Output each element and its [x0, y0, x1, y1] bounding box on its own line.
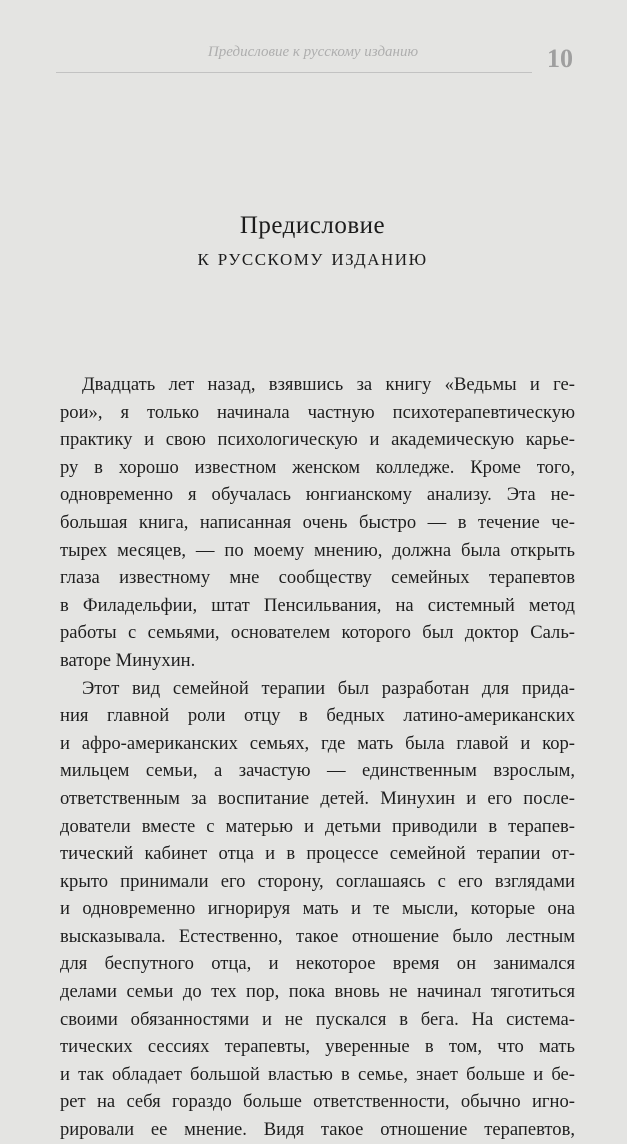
text-line: работы с семьями, основателем которого был доктор Саль- [60, 622, 575, 644]
text-line: тических сессиях терапевты, уверенные в том, что мать [60, 1036, 575, 1058]
page-number: 10 [547, 44, 573, 73]
text-line: рои», я только начинала частную психотерапевтическую [60, 401, 575, 423]
text-line: ния главной роли отцу в бедных латино-американских [60, 705, 575, 727]
text-line: ответственным за воспитание детей. Минухин и его после- [60, 787, 575, 809]
text-line: высказывала. Естественно, такое отношение было лестным [60, 925, 575, 947]
header-rule [56, 72, 532, 73]
text-line: для беспутного отца, и некоторое время он занимался [60, 953, 575, 975]
text-line: и одновременно игнорируя мать и те мысли, которые она [60, 898, 575, 920]
text-line: и так обладает большой властью в семье, знает больше и бе- [60, 1063, 575, 1085]
text-line: Этот вид семейной терапии был разработан для прида- [82, 677, 575, 699]
chapter-subtitle: к русскому изданию [197, 245, 428, 271]
text-line: крыто принимали его сторону, соглашаясь с его взглядами [60, 870, 575, 892]
text-line: тический кабинет отца и в процессе семейной терапии от- [60, 843, 575, 865]
text-line: в Филадельфии, штат Пенсильвания, на системный метод [60, 594, 575, 616]
text-line: одновременно я обучалась юнгианскому анализу. Эта не- [60, 484, 575, 506]
text-line: дователи вместе с матерью и детьми приводили в терапев- [60, 815, 575, 837]
text-line: практику и свою психологическую и академическую карье- [60, 429, 575, 451]
body-text [60, 371, 575, 1144]
text-line: своими обязанностями и не пускался в бега. На система- [60, 1008, 575, 1030]
chapter-title: Предисловие [239, 212, 386, 239]
paragraph [60, 371, 575, 675]
text-line: тырех месяцев, — по моему мнению, должна была открыть [60, 539, 575, 561]
text-line: и афро-американских семьях, где мать была главой и кор- [60, 732, 575, 754]
text-line: глаза известному мне сообществу семейных терапевтов [60, 567, 575, 589]
paragraph [60, 675, 575, 1144]
text-line: Двадцать лет назад, взявшись за книгу «Ведьмы и ге- [82, 374, 575, 395]
text-line: мильцем семьи, а зачастую — единственным взрослым, [60, 760, 575, 782]
text-line: ру в хорошо известном женском колледже. Кроме того, [60, 456, 575, 478]
text-line: рет на себя гораздо больше ответственности, обычно игно- [60, 1091, 575, 1113]
text-line: большая книга, написанная очень быстро — в течение че- [60, 511, 575, 533]
running-head: Предисловие к русскому изданию [207, 44, 419, 60]
text-line: делами семьи до тех пор, пока вновь не начинал тяготиться [60, 981, 575, 1003]
text-line: ваторе Минухин. [60, 649, 196, 671]
text-line: рировали ее мнение. Видя такое отношение терапевтов, [60, 1119, 575, 1141]
